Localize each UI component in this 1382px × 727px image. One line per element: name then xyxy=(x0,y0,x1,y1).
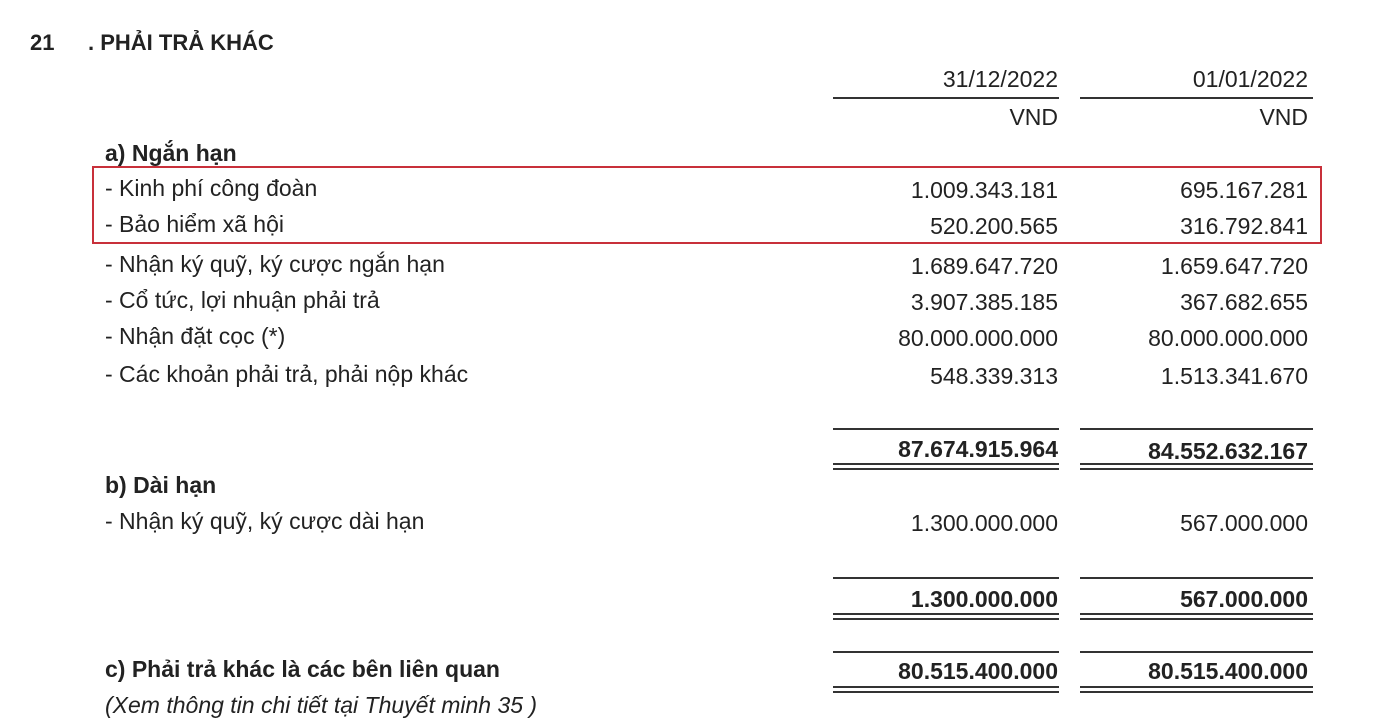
row-label: - Cổ tức, lợi nhuận phải trả xyxy=(105,287,380,313)
subtotal-rule xyxy=(833,428,1059,430)
row-label: - Nhận ký quỹ, ký cược dài hạn xyxy=(105,508,425,534)
row-value-2021: 80.000.000.000 xyxy=(1148,325,1308,351)
total-double-rule xyxy=(833,613,1059,620)
row-value-2022: 1.300.000.000 xyxy=(910,510,1058,536)
short-term-heading: a) Ngắn hạn xyxy=(105,140,237,166)
related-total-2021: 80.515.400.000 xyxy=(1148,658,1308,684)
note-number: 21 xyxy=(30,30,55,55)
row-value-2021: 567.000.000 xyxy=(1180,510,1308,536)
col2-unit: VND xyxy=(1259,104,1308,130)
row-label: - Kinh phí công đoàn xyxy=(105,175,318,201)
row-label: - Các khoản phải trả, phải nộp khác xyxy=(105,361,469,387)
related-rule xyxy=(1080,651,1313,653)
row-label: - Nhận ký quỹ, ký cược ngắn hạn xyxy=(105,251,445,277)
row-value-2022: 80.000.000.000 xyxy=(898,325,1058,351)
related-total-2022: 80.515.400.000 xyxy=(898,658,1058,684)
total-double-rule xyxy=(1080,463,1313,470)
row-label: - Bảo hiểm xã hội xyxy=(105,211,284,237)
long-term-total-2022: 1.300.000.000 xyxy=(910,586,1058,612)
short-term-total-2021: 84.552.632.167 xyxy=(1148,438,1308,464)
row-value-2022: 3.907.385.185 xyxy=(910,289,1058,315)
total-double-rule xyxy=(833,463,1059,470)
total-double-rule xyxy=(1080,613,1313,620)
subtotal-rule xyxy=(1080,428,1313,430)
col1-header-rule xyxy=(833,97,1059,99)
row-value-2021: 1.659.647.720 xyxy=(1160,253,1308,279)
related-heading: c) Phải trả khác là các bên liên quan xyxy=(105,656,500,682)
total-double-rule xyxy=(1080,686,1313,693)
row-value-2021: 695.167.281 xyxy=(1180,177,1308,203)
row-value-2022: 520.200.565 xyxy=(930,213,1058,239)
total-double-rule xyxy=(833,686,1059,693)
row-value-2021: 1.513.341.670 xyxy=(1160,363,1308,389)
row-value-2022: 1.009.343.181 xyxy=(910,177,1058,203)
col1-unit: VND xyxy=(1009,104,1058,130)
subtotal-rule xyxy=(833,577,1059,579)
col2-header-rule xyxy=(1080,97,1313,99)
long-term-heading: b) Dài hạn xyxy=(105,472,217,498)
col2-date: 01/01/2022 xyxy=(1192,66,1308,92)
row-label: - Nhận đặt cọc (*) xyxy=(105,323,286,349)
short-term-total-2022: 87.674.915.964 xyxy=(898,436,1058,462)
long-term-total-2021: 567.000.000 xyxy=(1180,586,1308,612)
row-value-2022: 548.339.313 xyxy=(930,363,1058,389)
related-note: (Xem thông tin chi tiết tại Thuyết minh 35 ) xyxy=(105,692,538,718)
row-value-2021: 367.682.655 xyxy=(1180,289,1308,315)
note-title: . PHẢI TRẢ KHÁC xyxy=(88,30,274,55)
subtotal-rule xyxy=(1080,577,1313,579)
row-value-2022: 1.689.647.720 xyxy=(910,253,1058,279)
related-rule xyxy=(833,651,1059,653)
row-value-2021: 316.792.841 xyxy=(1180,213,1308,239)
col1-date: 31/12/2022 xyxy=(942,66,1058,92)
